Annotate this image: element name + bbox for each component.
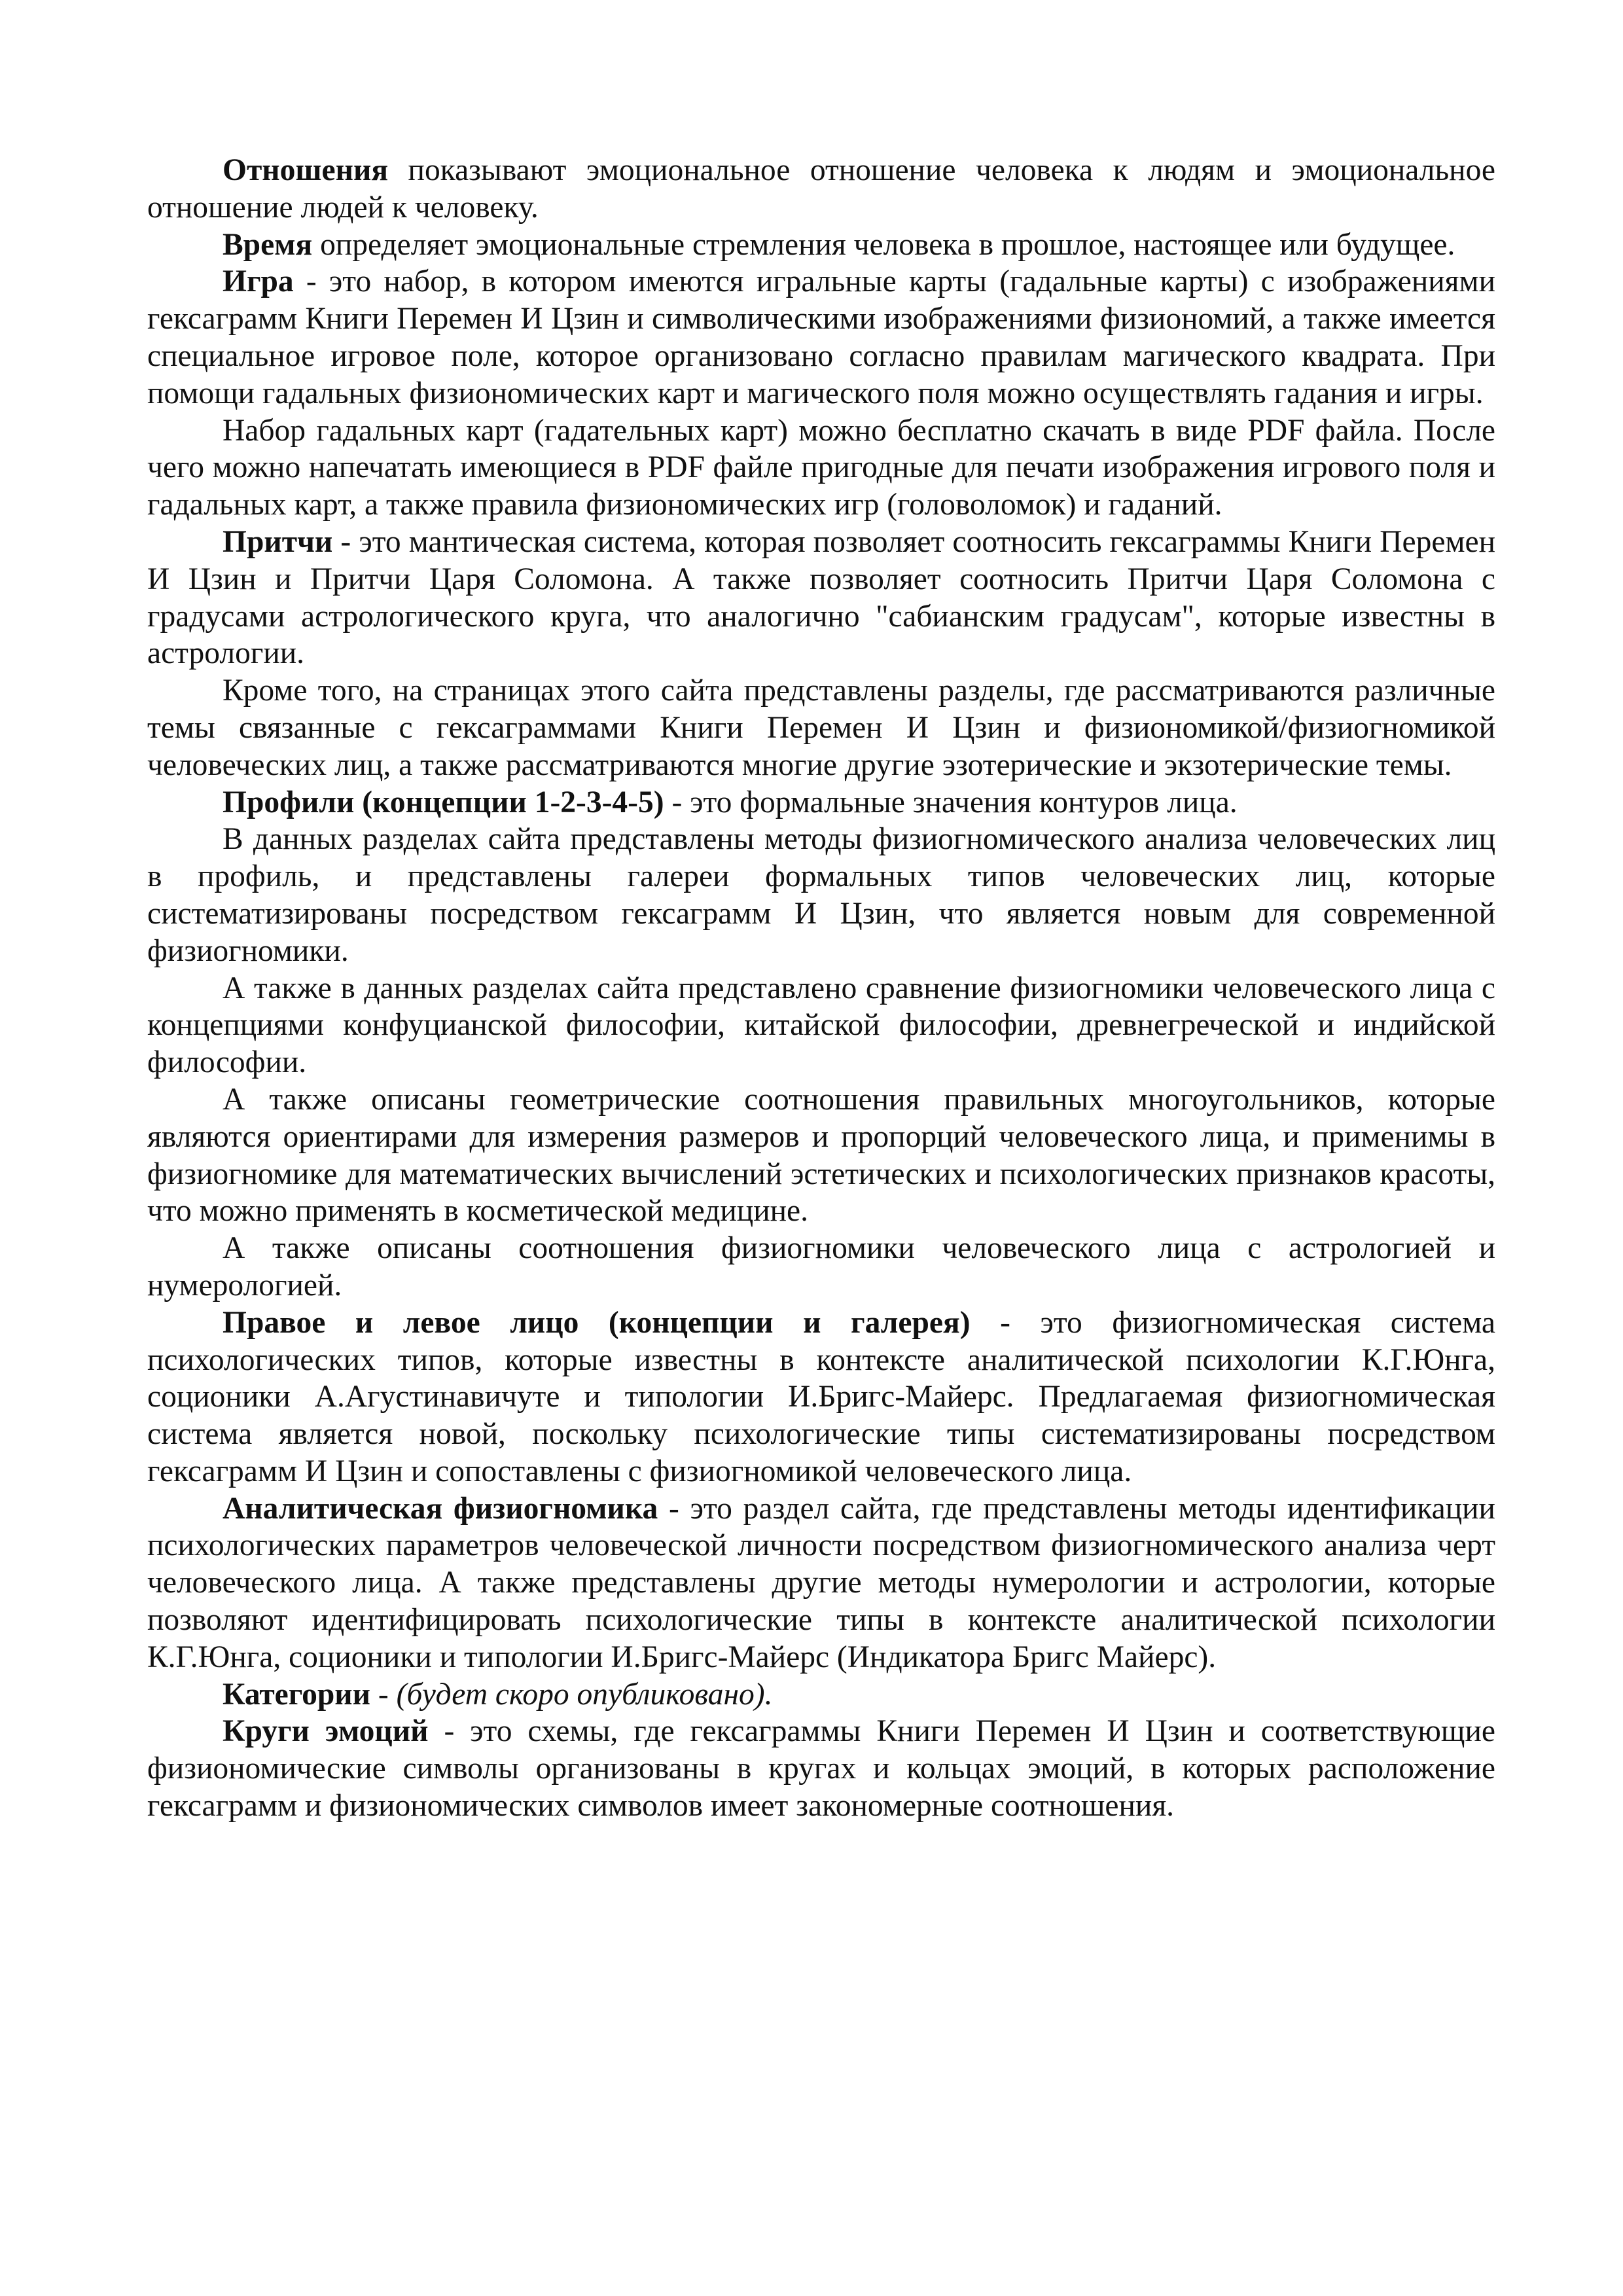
paragraph-text: - это набор, в котором имеются игральные карты (гадальные карты) с изображениями гексаграмм Книги Перемен И Цзин и символическими изображениями физиономий, а также имеется специальное игровое поле, которое организовано согласно правилам магического квадрата. При помощи гадальных физиономических карт и магического поля можно осуществлять гадания и игры. — [147, 264, 1495, 410]
paragraph-text: А также описаны геометрические соотношения правильных многоугольников, которые являются ориентирами для измерения размеров и пропорций человеческого лица, и применимы в физиогномике для математических вычислений эстетических и психологических признаков красоты, что можно применять в косметической медицине. — [147, 1082, 1495, 1229]
paragraph-analytical — [147, 1490, 1495, 1676]
term-relations: Отношения — [223, 153, 389, 187]
paragraph-text: - — [370, 1677, 397, 1712]
paragraph-profiles — [147, 784, 1495, 821]
paragraph-site-sections — [147, 672, 1495, 783]
paragraph-text: А также в данных разделах сайта представлено сравнение физиогномики человеческого лица с концепциями конфуцианской философии, китайской философии, древнегреческой и индийской философии. — [147, 971, 1495, 1080]
document-page — [147, 152, 1495, 1825]
paragraph-relations — [147, 152, 1495, 226]
paragraph-right-left-face — [147, 1304, 1495, 1490]
paragraph-text: - это мантическая система, которая позволяет соотносить гексаграммы Книги Перемен И Цзин и Притчи Царя Соломона. А также позволяет соотносить Притчи Царя Соломона с градусами астрологического круга, что аналогично "сабианским градусам", которые известны в астрологии. — [147, 524, 1495, 671]
paragraph-profile-methods — [147, 821, 1495, 969]
paragraph-text: Кроме того, на страницах этого сайта представлены разделы, где рассматриваются различные темы связанные с гексаграммами Книги Перемен И Цзин и физиономикой/физиогномикой человеческих лиц, а также рассматриваются многие другие эзотерические и экзотерические темы. — [147, 673, 1495, 782]
paragraph-philosophy — [147, 970, 1495, 1081]
paragraph-text: Набор гадальных карт (гадательных карт) можно бесплатно скачать в виде PDF файла. После чего можно напечатать имеющиеся в PDF файле пригодные для печати изображения игрового поля и гадальных карт, а также правила физиономических игр (головоломок) и гаданий. — [147, 413, 1495, 522]
term-game: Игра — [223, 264, 294, 299]
term-emotion-circles: Круги эмоций — [223, 1714, 429, 1749]
paragraph-text: - это физиогномическая система психологических типов, которые известны в контексте аналитической психологии К.Г.Юнга, соционики А.Агустинавичуте и типологии И.Бригс-Майерс. Предлагаемая физиогномическая система является новой, поскольку психологические типы систематизированы посредством гексаграмм И Цзин и сопоставлены с физиогномикой человеческого лица. — [147, 1305, 1496, 1488]
term-right-left-face: Правое и левое лицо (концепции и галерея) — [223, 1305, 971, 1340]
term-time: Время — [223, 227, 313, 262]
paragraph-geometry — [147, 1081, 1495, 1230]
term-analytical: Аналитическая физиогномика — [223, 1491, 658, 1526]
term-parables: Притчи — [223, 524, 333, 559]
paragraph-astrology — [147, 1230, 1495, 1304]
paragraph-time — [147, 226, 1495, 264]
paragraph-parables — [147, 524, 1495, 672]
paragraph-text: А также описаны соотношения физиогномики человеческого лица с астрологией и нумерологией. — [147, 1231, 1495, 1302]
paragraph-text: показывают эмоциональное отношение человека к людям и эмоциональное отношение людей к человеку. — [147, 153, 1495, 224]
paragraph-categories — [147, 1676, 1495, 1713]
paragraph-cards-download — [147, 412, 1495, 524]
term-profiles: Профили (концепции 1-2-3-4-5) — [223, 785, 664, 819]
paragraph-text: - это раздел сайта, где представлены методы идентификации психологических параметров человеческой личности посредством физиогномического анализа черт человеческого лица. А также представлены другие методы нумерологии и астрологии, которые позволяют идентифицировать психологические типы в контексте аналитической психологии К.Г.Юнга, соционики и типологии И.Бригс-Майерс (Индикатора Бригс Майерс). — [147, 1491, 1495, 1674]
paragraph-text: - это схемы, где гексаграммы Книги Перемен И Цзин и соответствующие физиономические символы организованы в кругах и кольцах эмоций, в которых расположение гексаграмм и физиономических символов имеет закономерные соотношения. — [147, 1714, 1495, 1823]
paragraph-text: - это формальные значения контуров лица. — [664, 785, 1238, 819]
term-categories: Категории — [223, 1677, 371, 1712]
paragraph-emotion-circles — [147, 1713, 1495, 1824]
coming-soon-note: (будет скоро опубликовано). — [396, 1677, 773, 1712]
paragraph-text: В данных разделах сайта представлены методы физиогномического анализа человеческих лиц в профиль, и представлены галереи формальных типов человеческих лиц, которые систематизированы посредством гексаграмм И Цзин, что является новым для современной физиогномики. — [147, 822, 1495, 968]
paragraph-game — [147, 263, 1495, 412]
paragraph-text: определяет эмоциональные стремления человека в прошлое, настоящее или будущее. — [312, 227, 1455, 262]
